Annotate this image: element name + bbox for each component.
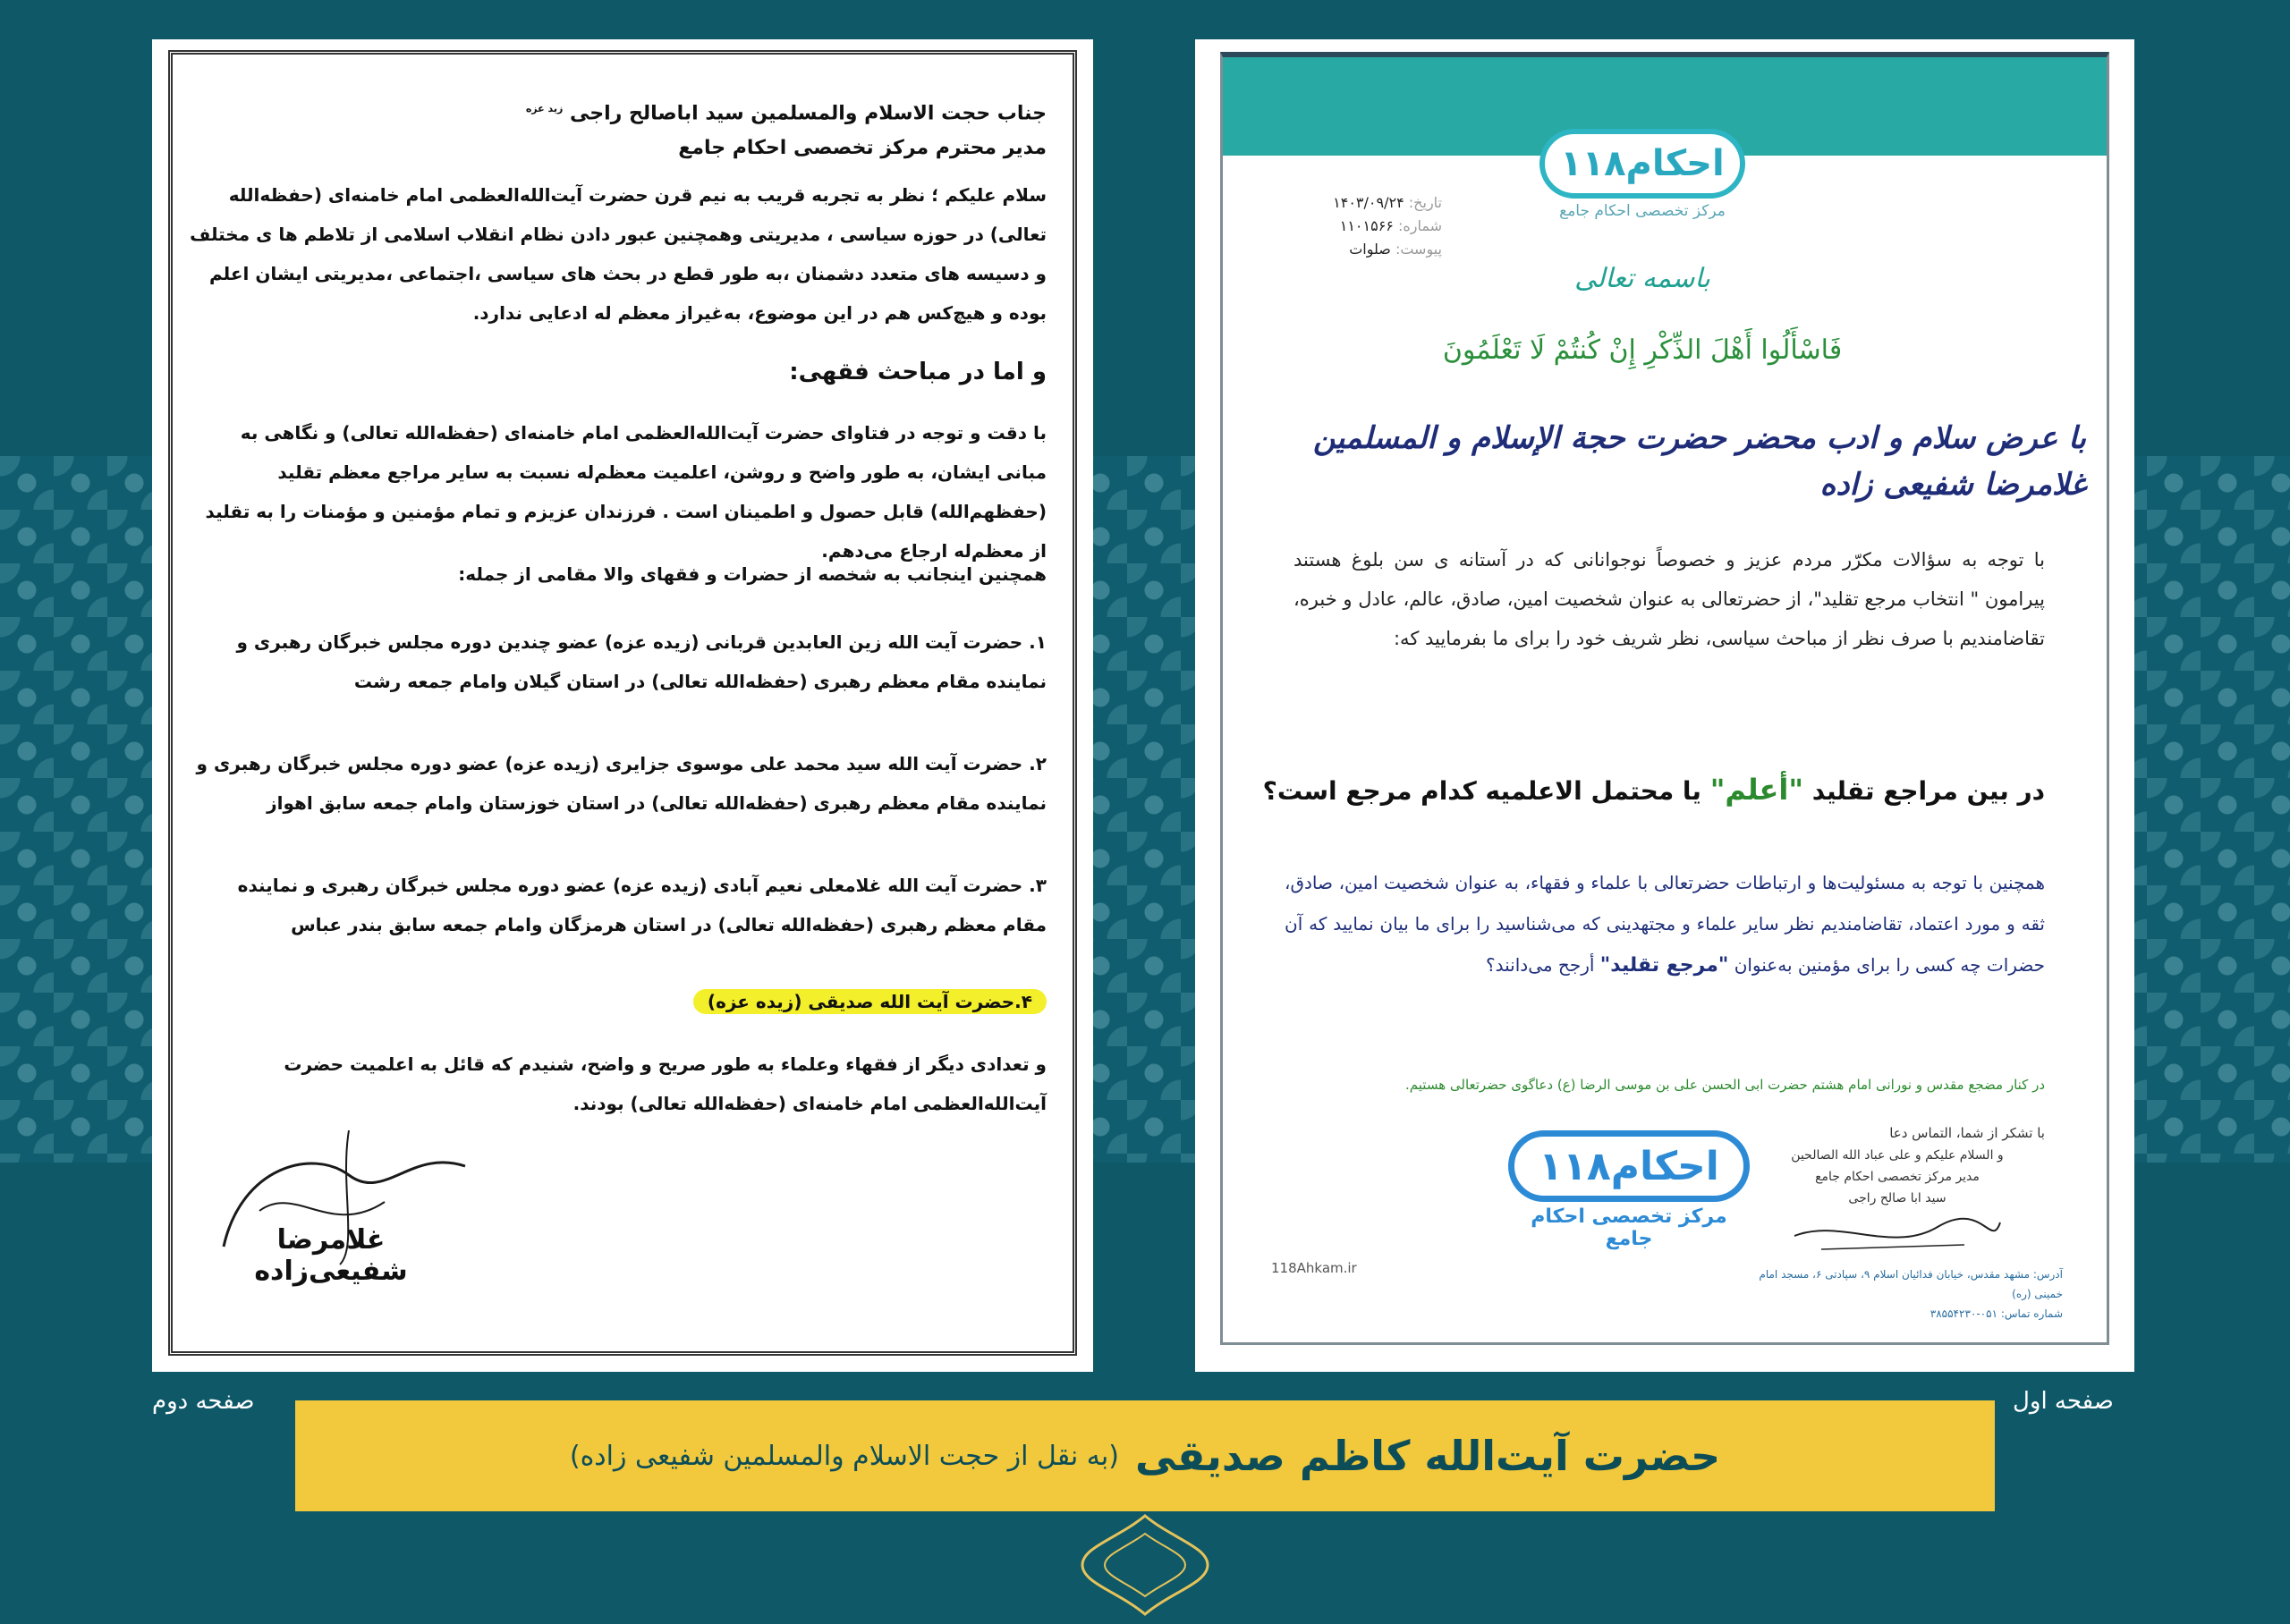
addressee-heading: جناب حجت الاسلام والمسلمین سید اباصالح راجی $^{زید عزه}$ — [525, 102, 1047, 125]
meta-date: تاریخ: ۱۴۰۳/۰۹/۲۴ — [1333, 194, 1442, 211]
question-highlight: "أعلم" — [1709, 773, 1804, 807]
addressee-title: مدیر محترم مرکز تخصصی احکام جامع — [678, 137, 1047, 159]
logo-118ahkam: ۱۱۸احکام — [1539, 129, 1745, 199]
signature-stroke — [1785, 1209, 2009, 1263]
dua-line: در کنار مضجع مقدس و نورانی امام هشتم حضرت ابی الحسن علی بن موسی الرضا (ع) دعاگوی حضرتعالی هستیم. — [1405, 1077, 2045, 1093]
subheading-fiqh: و اما در مباحث فقهی: — [789, 359, 1047, 385]
banner-title: حضرت آیت‌الله کاظم صدیقی — [1134, 1432, 1721, 1480]
paragraph-intro-list: همچنین اینجانب به شخصه از حضرات و فقهای والا مقامی از جمله: — [458, 563, 1047, 585]
closing-block: و السلام علیکم و علی عباد الله الصالحین مدیر مرکز تخصصی احکام جامع سید ابا صالح راجی — [1785, 1145, 2009, 1270]
label-page-one: صفحه اول — [2013, 1388, 2114, 1415]
list-item-4 — [188, 982, 1047, 1021]
followup-paragraph: همچنین با توجه به مسئولیت‌ها و ارتباطات حضرتعالی با علماء و فقهاء، به عنوان شخصیت امین، صادق، ثقه و مورد اعتماد، تقاضامندیم نظر سایر علماء و مجتهدینی که می‌شناسید را برای ما بیان نمایید که آن حضرات چه کسی را برای مؤمنین به‌عنوان "مرجع تقلید" أرجح می‌دانند؟ — [1285, 872, 2045, 977]
question-line: در بین مراجع تقلید "أعلم" یا محتمل الاعلمیه کدام مرجع است؟ — [1262, 773, 2045, 807]
ornament-icon — [1073, 1511, 1217, 1619]
paragraph-closing: و تعدادی دیگر از فقهاء وعلماء به طور صریح و واضح، شنیدم که قائل به اعلمیت حضرت آیت‌الله‌العظمی امام خامنه‌ای (حفظه‌الله تعالی) بودند. — [284, 1053, 1047, 1114]
letter-page-two — [152, 39, 1093, 1372]
address-block: آدرس: مشهد مقدس، خیابان فدائیان اسلام ۹، سپادتی ۶، مسجد امام خمینی (ره) شماره تماس: ۰۵۱-۳۸۵۵۴۲۳۰ — [1759, 1268, 2063, 1320]
salutation: با عرض سلام و ادب محضر حضرت حجة الإسلام و المسلمین غلامرضا شفیعی زاده — [1313, 420, 2086, 503]
title-banner — [295, 1400, 1995, 1511]
list-item-1: ۱. حضرت آیت الله زین العابدین قربانی (زیده عزه) عضو چندین دوره مجلس خبرگان رهبری و نماینده مقام معظم رهبری (حفظه‌الله تعالی) در استان گیلان وامام جمعه رشت — [236, 631, 1047, 692]
logo-118ahkam-footer: ۱۱۸احکام — [1508, 1130, 1750, 1202]
signature-name: غلامرضا شفیعی‌زاده — [254, 1224, 408, 1287]
logo-footer-subtitle: مرکز تخصصی احکام جامع — [1531, 1205, 1727, 1250]
list-item-2: ۲. حضرت آیت الله سید محمد علی موسوی جزایری (زیده عزه) عضو دوره مجلس خبرگان رهبری و نماینده مقام معظم رهبری (حفظه‌الله تعالی) در استان خوزستان وامام جمعه سابق اهواز — [196, 753, 1047, 814]
website: 118Ahkam.ir — [1271, 1260, 1357, 1276]
paragraph-fiqh: با دقت و توجه در فتاوای حضرت آیت‌الله‌العظمی امام خامنه‌ای (حفظه‌الله تعالی) و نگاهی به مبانی ایشان، به طور واضح و روشن، اعلمیت معظم‌له نسبت به سایر مراجع معظم تقلید (حفظهم‌الله) قابل حصول و اطمینان است . فرزندان عزیزم و تمام مؤمنین و مؤمنات را به تقلید از معظم‌له ارجاع می‌دهم. — [205, 422, 1047, 562]
basmala: باسمه تعالی — [1574, 263, 1710, 294]
letter-page-one — [1195, 39, 2134, 1372]
meta-attachment: پیوست: صلوات — [1349, 241, 1442, 258]
paragraph-political: سلام علیکم ؛ نظر به تجربه قریب به نیم قرن حضرت آیت‌الله‌العظمی امام خامنه‌ای (حفظه‌الله تعالی) در حوزه سیاسی ، مدیریتی وهمچنین عبور دادن نظام انقلاب اسلامی از تلاطم ها ی مختلف و دسیسه های متعدد دشمنان ،به طور قطع در بحث های سیاسی ،اجتماعی ،مدیریتی ایشان اعلم بوده و هیچ‌کس هم در این موضوع، به‌غیراز معظم له ادعایی ندارد. — [190, 184, 1047, 324]
highlighted-name: ۴.حضرت آیت الله صدیقی (زیده عزه) — [693, 989, 1047, 1014]
quran-verse: فَاسْأَلُوا أَهْلَ الذِّكْرِ إِنْ كُنتُمْ لَا تَعْلَمُونَ — [1442, 334, 1843, 366]
request-paragraph: با توجه به سؤالات مکرّر مردم عزیز و خصوصاً نوجوانانی که در آستانه ی سن بلوغ هستند پیرامون " انتخاب مرجع تقلید"، از حضرتعالی به عنوان شخصیت امین، صادق، عالم، عادل و خبره، تقاضامندیم با صرف نظر از مباحث سیاسی، نظر شریف خود را برای ما بفرمایید که: — [1293, 549, 2045, 649]
label-page-two: صفحه دوم — [152, 1388, 255, 1415]
thanks-line: با تشکر از شما، التماس دعا — [1889, 1125, 2045, 1141]
list-item-3: ۳. حضرت آیت الله غلامعلی نعیم آبادی (زیده عزه) عضو دوره مجلس خبرگان رهبری و نماینده مقام معظم رهبری (حفظه‌الله تعالی) در استان هرمزگان وامام جمعه سابق بندر عباس — [237, 875, 1047, 935]
logo-subtitle: مرکز تخصصی احکام جامع — [1559, 202, 1726, 220]
letter-meta — [1245, 191, 1442, 261]
banner-subtitle: (به نقل از حجت الاسلام والمسلمین شفیعی زاده) — [569, 1440, 1119, 1472]
meta-number: شماره: ۱۱۰۱۵۶۶ — [1339, 217, 1442, 234]
